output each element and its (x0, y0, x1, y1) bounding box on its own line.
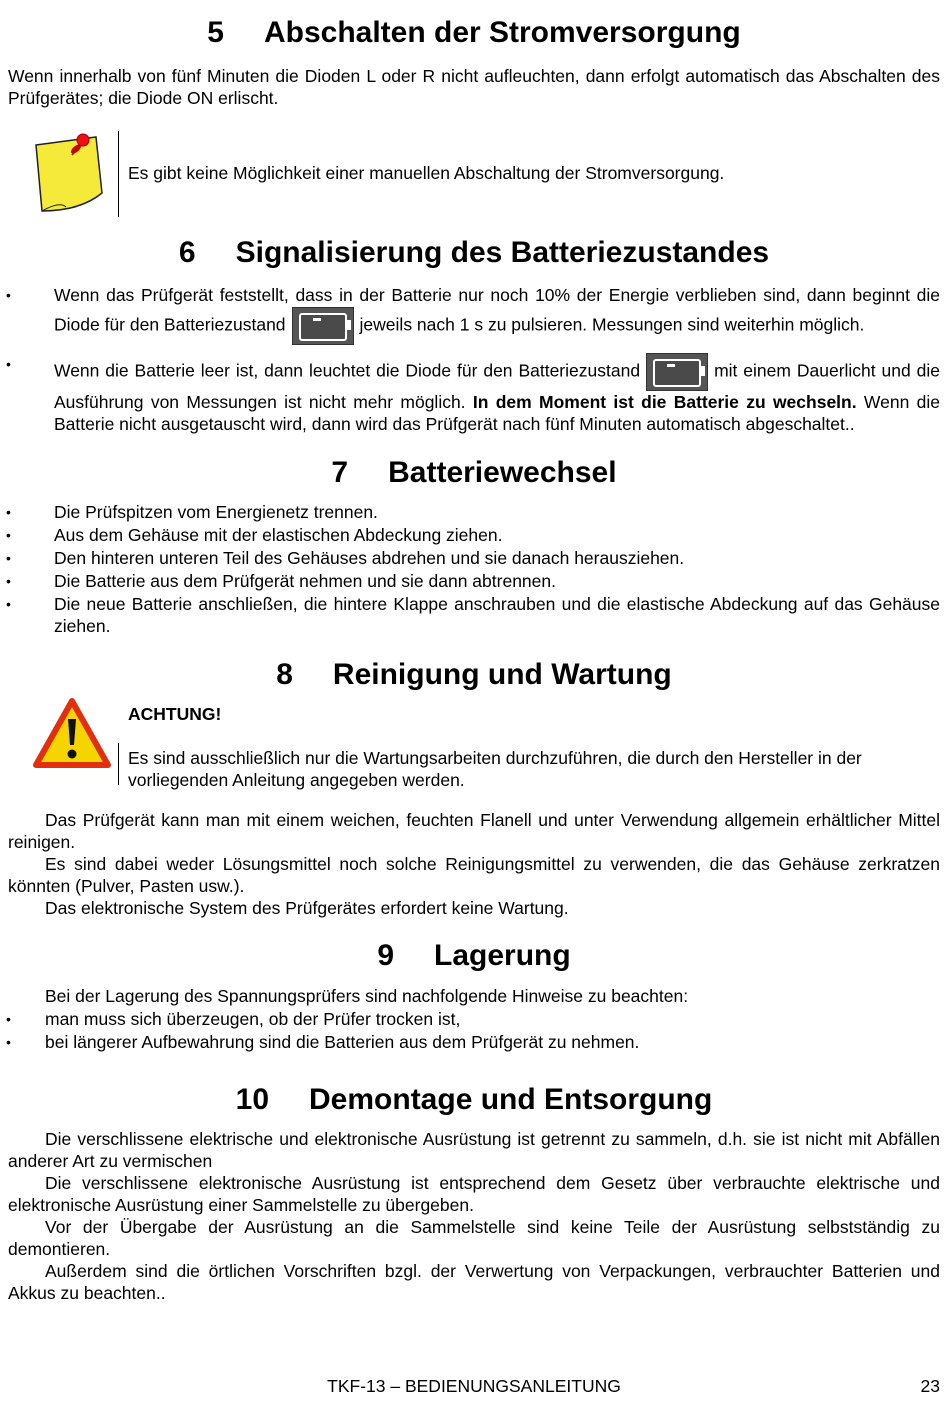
list-item: • Den hinteren unteren Teil des Gehäuses abdrehen und sie danach herausziehen. (8, 547, 940, 569)
maintenance-paragraph: Das elektronische System des Prüfgerätes erfordert keine Wartung. (45, 898, 569, 918)
battery-indicator-icon (292, 307, 354, 345)
note-text: Es gibt keine Möglichkeit einer manuellen Abschaltung der Stromversorgung. (128, 163, 725, 183)
section-title: Lagerung (434, 939, 571, 972)
battery-indicator-icon (646, 353, 708, 391)
section-number: 8 (276, 658, 293, 691)
battery-signal-list (8, 284, 940, 435)
bold-warning: In dem Moment ist die Batterie zu wechseln. (472, 392, 857, 412)
warning-note (8, 693, 940, 790)
manual-page (8, 0, 940, 1396)
section-title: Signalisierung des Batteriezustandes (235, 236, 770, 269)
list-item: • Wenn die Batterie leer ist, dann leuchtet die Diode für den Batteriezustand mit einem Dauerlicht und die Ausführung von Messungen ist nicht mehr möglich. In dem Moment ist die Batterie zu wechseln. Wenn die Batterie nicht ausgetauscht wird, dann wird das Prüfgerät nach fünf Minuten automatisch abgeschaltet.. (8, 353, 940, 435)
section-title: Abschalten der Stromversorgung (263, 16, 741, 49)
list-item: • Die Batterie aus dem Prüfgerät nehmen und sie dann abtrennen. (8, 570, 940, 592)
section-9-heading (8, 938, 940, 974)
section-number: 7 (331, 456, 349, 489)
warning-triangle-icon (32, 697, 112, 769)
section-number: 9 (377, 939, 394, 972)
warning-text: Es sind ausschließlich nur die Wartungsarbeiten durchzuführen, die durch den Hersteller in der vorliegenden Anleitung angegeben werden. (128, 748, 862, 790)
battery-change-steps (8, 501, 940, 637)
cleaning-paragraph: Es sind dabei weder Lösungsmittel noch solche Reinigungsmittel zu verwenden, die das Gehäuse zerkratzen könnten (Pulver, Pasten usw.). (8, 854, 940, 896)
warning-label: ACHTUNG! (128, 704, 222, 724)
section-10-heading (8, 1082, 940, 1118)
storage-list (8, 1008, 940, 1053)
disposal-paragraph: Die verschlissene elektronische Ausrüstung ist entsprechend dem Gesetz über verbrauchte elektrische und elektronische Ausrüstung einer Sammelstelle zu übergeben. (8, 1173, 940, 1215)
list-item: • Die Prüfspitzen vom Energienetz trennen. (8, 501, 940, 523)
section-title: Reinigung und Wartung (332, 658, 672, 691)
cleaning-paragraph: Das Prüfgerät kann man mit einem weichen, feuchten Flanell und unter Verwendung allgemein erhältlicher Mittel reinigen. (8, 810, 940, 852)
section-6-heading (8, 235, 940, 271)
section-number: 6 (178, 236, 196, 269)
disposal-paragraph: Außerdem sind die örtlichen Vorschriften bzgl. der Verwertung von Verpackungen, verbrauchter Batterien und Akkus zu beachten.. (8, 1261, 940, 1303)
section-title: Demontage und Entsorgung (309, 1083, 713, 1116)
sticky-note-pin-icon (30, 131, 110, 215)
disposal-paragraph: Die verschlissene elektrische und elektronische Ausrüstung ist getrennt zu sammeln, d.h. sie ist nicht mit Abfällen anderer Art zu vermischen (8, 1129, 940, 1171)
page-footer (8, 1375, 940, 1397)
list-item: • bei längerer Aufbewahrung sind die Batterien aus dem Prüfgerät zu nehmen. (8, 1031, 940, 1053)
section-number: 10 (235, 1083, 270, 1116)
list-item: • Aus dem Gehäuse mit der elastischen Abdeckung ziehen. (8, 524, 940, 546)
section-5-paragraph: Wenn innerhalb von fünf Minuten die Dioden L oder R nicht aufleuchten, dann erfolgt automatisch das Abschalten des Prüfgerätes; die Diode ON erlischt. (8, 66, 940, 108)
note-divider (118, 131, 119, 217)
list-item: • man muss sich überzeugen, ob der Prüfer trocken ist, (8, 1008, 940, 1030)
section-title: Batteriewechsel (388, 456, 617, 489)
list-item: • Wenn das Prüfgerät feststellt, dass in der Batterie nur noch 10% der Energie verblieben sind, dann beginnt die Diode für den Batteriezustand jeweils nach 1 s zu pulsieren. Messungen sind weiterhin möglich. (8, 284, 940, 345)
page-number: 23 (920, 1376, 940, 1396)
info-note (8, 131, 940, 217)
warning-divider (118, 743, 119, 785)
list-item: • Die neue Batterie anschließen, die hintere Klappe anschrauben und die elastische Abdeckung auf das Gehäuse ziehen. (8, 593, 940, 637)
storage-intro: Bei der Lagerung des Spannungsprüfers sind nachfolgende Hinweise zu beachten: (45, 986, 689, 1006)
section-7-heading (8, 455, 940, 491)
section-number: 5 (207, 16, 224, 49)
footer-title: TKF-13 – BEDIENUNGSANLEITUNG (327, 1376, 621, 1396)
disposal-paragraph: Vor der Übergabe der Ausrüstung an die Sammelstelle sind keine Teile der Ausrüstung selbstständig zu demontieren. (8, 1217, 940, 1259)
section-8-heading (8, 657, 940, 693)
section-5-heading (8, 15, 940, 51)
